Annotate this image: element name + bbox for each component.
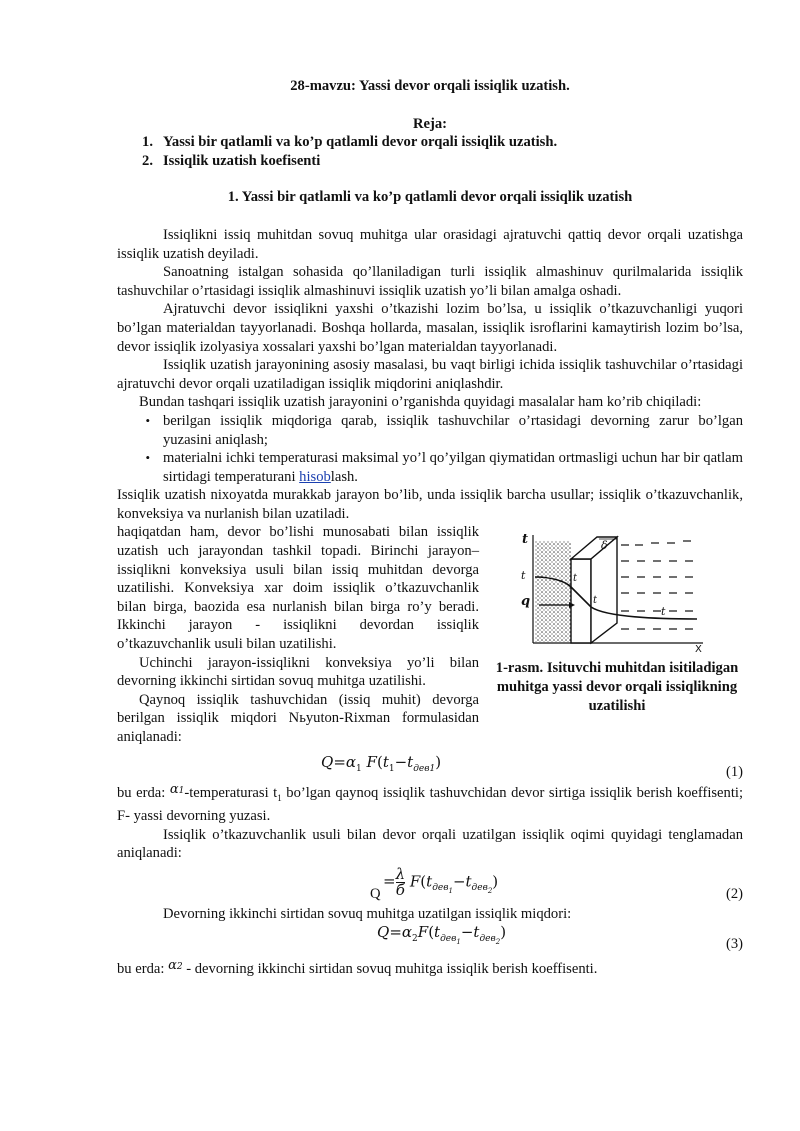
figure-caption: 1-rasm. Isituvchi muhitdan isitiladigan muhitga yassi devor orqali issiqlikning uzatilishi	[495, 660, 739, 714]
label-q: q	[521, 594, 531, 610]
axis-label-x: X	[695, 644, 702, 654]
label-t1: t	[521, 569, 526, 583]
equation-number: (1)	[725, 763, 743, 780]
plan-item: 2. Issiqlik uzatish koefisenti	[142, 152, 321, 169]
formula-2: Q = λ б $F(t_{дев_1}-t_{дев_2})$ (2)	[370, 864, 743, 902]
paragraph: Issiqlik uzatish nixoyatda murakkab jarayon bo’lib, unda issiqlik barcha usullar; issiqlik o’tkazuvchanlik, konveksiya va nurlanish bilan uzatiladi.	[117, 487, 743, 522]
paragraph: Sanoatning istalgan sohasida qo’llaniladigan turli issiqlik almashinuv qurilmalarida issiqlik tashuvchilar o’rtasidagi issiqlik almashinuvi issiqlik uzatish yo’li bilan amalga oshadi.	[117, 264, 743, 299]
figure-wrap-block	[117, 523, 743, 746]
equation-number: (2)	[725, 885, 743, 902]
label-tdev1: t	[573, 573, 578, 585]
bullet-icon: •	[145, 412, 150, 428]
paragraph: Bundan tashqari issiqlik uzatish jarayonini o’rganishda quyidagi masalalar ham ko’rib chiqiladi:	[139, 394, 702, 411]
formula-1	[117, 747, 743, 781]
paragraph: Devorning ikkinchi sirtidan sovuq muhitga uzatilgan issiqlik miqdori:	[163, 905, 572, 922]
label-delta: δ	[601, 539, 608, 553]
wall-heat-diagram	[521, 531, 721, 653]
page-title: 28-mavzu: Yassi devor orqali issiqlik uzatish.	[290, 78, 570, 94]
document-page	[117, 77, 743, 979]
plan-list	[117, 133, 743, 170]
axis-label-t: t	[522, 532, 529, 548]
formula-2-expression: = λ б $F(t_{дев_1}-t_{дев_2})$	[383, 864, 499, 899]
plan-heading: Reja:	[412, 115, 448, 132]
plan-item: 1. Yassi bir qatlamli va ko’p qatlamli devor orqali issiqlik uzatish.	[142, 134, 558, 151]
formula-3-expression: $Q=\alpha_2F(t_{дев_1}-t_{дев_2})$	[377, 923, 507, 947]
list-item: • materialni ichki temperaturasi maksimal yo’l qo’yilgan qiymatidan ortmasligi uchun har bir qatlam sirtidagi temperaturani hisoblash.	[117, 449, 743, 486]
formula-3	[117, 923, 743, 957]
bullet-icon: •	[145, 450, 150, 466]
equation-number: (3)	[725, 936, 743, 953]
formula-1-expression: $Q=\alpha_1$ $F(t_1-t_{дев1})$	[321, 752, 442, 774]
paragraph: bu erda: $\alpha_2$ - devorning ikkinchi sirtidan sovuq muhitga issiqlik berish koeffisenti.	[117, 958, 598, 978]
list-item: • berilgan issiqlik miqdoriga qarab, issiqlik tashuvchilar o’rtasidagi devorning zarur bo’lgan yuzasini aniqlash;	[117, 412, 743, 449]
bullet-list	[117, 412, 743, 486]
label-t2: t	[661, 605, 666, 619]
section-heading: 1. Yassi bir qatlamli va ko’p qatlamli devor orqali issiqlik uzatish	[227, 189, 633, 206]
paragraph: Uchinchi jarayon-issiqlikni konveksiya yo’li bilan devorning ikkinchi sirtidan sovuq muhitga uzatilishi.	[117, 654, 479, 690]
figure-1	[491, 531, 743, 715]
left-column	[117, 523, 479, 746]
paragraph: Qaynoq issiqlik tashuvchidan (issiq muhit) devorga berilgan issiqlik miqdori Nьyuton-Rixman formulasidan aniqlanadi:	[117, 691, 479, 745]
paragraph: haqiqatdan ham, devor bo’lishi munosabati bilan issiqlik uzatish uch jarayondan tashkil topadi. Birinchi jarayon–issiqlikni konveksiya usuli bilan issiq muhitdan devorga uzatilishi. Konveksiya xar doim issiqlik o’tkazuvchanlik bilan birga, baozida esa nurlanish bilan birga ro’y beradi. Ikkinchi jarayon - issiqlikni devordan issiqlik o’tkazuvchanlik usuli bilan uzatilishi.	[117, 524, 479, 653]
paragraph: Issiqlikni issiq muhitdan sovuq muhitga ular orasidagi ajratuvchi qattiq devor orqali uzatishga issiqlik uzatish deyiladi.	[117, 226, 743, 262]
paragraph: bu erda: $\alpha_1$-temperaturasi $t_1$ bo’lgan qaynoq issiqlik tashuvchidan devor sirtiga issiqlik berish koeffisenti; F- yassi devorning yuzasi.	[117, 781, 743, 825]
paragraph: Issiqlik o’tkazuvchanlik usuli bilan devor orqali uzatilgan issiqlik oqimi quyidagi tenglamadan aniqlanadi:	[117, 826, 743, 862]
label-tdev2: t	[593, 595, 598, 607]
paragraph: Ajratuvchi devor issiqlikni yaxshi o’tkazishi lozim bo’lsa, u issiqlik o’tkazuvchanligi yuqori bo’lgan materialdan tayyorlanadi. Boshqa hollarda, masalan, issiqlik isroflarini kamaytirish lozim bo’lsa, devor issiqlik izolyasiya xossalari yaxshi bo’lgan materialdan tayyorlanadi.	[117, 301, 743, 355]
hisob-link[interactable]: hisob	[299, 468, 331, 485]
paragraph: Issiqlik uzatish jarayonining asosiy masalasi, bu vaqt birligi ichida issiqlik tashuvchilar o’rtasidagi ajratuvchi devor orqali uzatiladigan issiqlik miqdorini aniqlashdir.	[117, 357, 743, 392]
